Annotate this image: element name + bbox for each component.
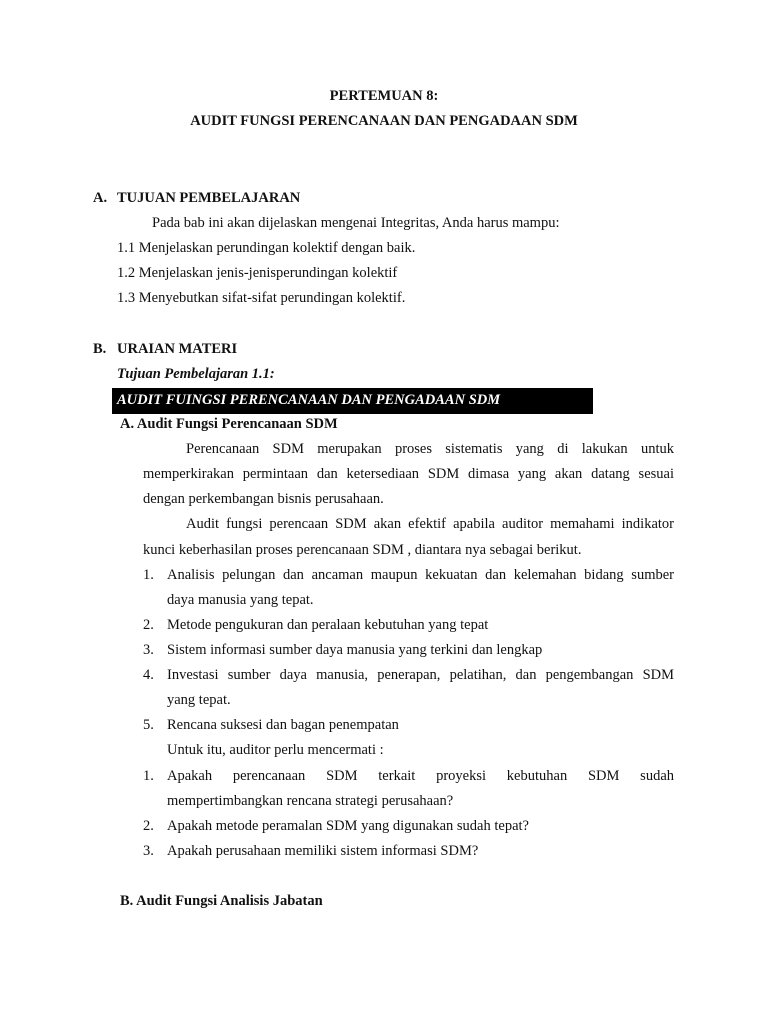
- objective-item-3: 1.3 Menyebutkan sifat-sifat perundingan kolektif.: [117, 290, 406, 306]
- document-title-line1: PERTEMUAN 8:: [329, 88, 439, 104]
- list2-item-3-text: Apakah perusahaan memiliki sistem informasi SDM?: [167, 843, 479, 859]
- list1-item-1-line-1: Analisis pelungan dan ancaman maupun kekuatan dan kelemahan bidang sumber: [167, 567, 674, 583]
- subsection-b-title: B. Audit Fungsi Analisis Jabatan: [120, 893, 323, 909]
- paragraph-2-line-1: Audit fungsi perencaan SDM akan efektif apabila auditor memahami indikator: [186, 516, 674, 532]
- subsection-a-title: A. Audit Fungsi Perencanaan SDM: [120, 416, 338, 432]
- list2-item-3-number: 3.: [143, 843, 154, 859]
- list2-item-1-line-1: Apakah perencanaan SDM terkait proyeksi kebutuhan SDM sudah: [167, 768, 674, 784]
- list1-item-4-line-2: yang tepat.: [167, 692, 231, 708]
- section-a-heading: TUJUAN PEMBELAJARAN: [117, 190, 301, 206]
- list1-item-4-line-1: Investasi sumber daya manusia, penerapan, pelatihan, dan pengembangan SDM: [167, 667, 674, 683]
- section-b-letter: B.: [93, 341, 107, 357]
- paragraph-1-line-2: memperkirakan permintaan dan ketersediaan SDM dimasa yang akan datang sesuai: [143, 466, 674, 482]
- auditor-note: Untuk itu, auditor perlu mencermati :: [167, 742, 384, 758]
- list1-item-1-number: 1.: [143, 567, 154, 583]
- list1-item-4-number: 4.: [143, 667, 154, 683]
- document-title-line2: AUDIT FUNGSI PERENCANAAN DAN PENGADAAN SDM: [190, 113, 578, 129]
- list1-item-3-number: 3.: [143, 642, 154, 658]
- list1-item-3-text: Sistem informasi sumber daya manusia yang terkini dan lengkap: [167, 642, 543, 658]
- section-a-letter: A.: [93, 190, 108, 206]
- topic-banner-text: AUDIT FUINGSI PERENCANAAN DAN PENGADAAN SDM: [117, 392, 501, 408]
- learning-objective-label: Tujuan Pembelajaran 1.1:: [117, 366, 275, 382]
- topic-banner: [112, 388, 593, 414]
- list2-item-1-number: 1.: [143, 768, 154, 784]
- paragraph-2-line-2: kunci keberhasilan proses perencanaan SDM , diantara nya sebagai berikut.: [143, 542, 582, 558]
- list2-item-2-number: 2.: [143, 818, 154, 834]
- list2-item-2-text: Apakah metode peramalan SDM yang digunakan sudah tepat?: [167, 818, 529, 834]
- paragraph-1-line-3: dengan perkembangan bisnis perusahaan.: [143, 491, 384, 507]
- section-a-intro: Pada bab ini akan dijelaskan mengenai Integritas, Anda harus mampu:: [152, 215, 560, 231]
- section-b-heading: URAIAN MATERI: [117, 341, 238, 357]
- list2-item-1-line-2: mempertimbangkan rencana strategi perusahaan?: [167, 793, 454, 809]
- list1-item-1-line-2: daya manusia yang tepat.: [167, 592, 314, 608]
- paragraph-1-line-1: Perencanaan SDM merupakan proses sistematis yang di lakukan untuk: [186, 441, 674, 457]
- list1-item-2-text: Metode pengukuran dan peralaan kebutuhan yang tepat: [167, 617, 489, 633]
- list1-item-5-text: Rencana suksesi dan bagan penempatan: [167, 717, 399, 733]
- list1-item-5-number: 5.: [143, 717, 154, 733]
- objective-item-2: 1.2 Menjelaskan jenis-jenisperundingan kolektif: [117, 265, 398, 281]
- objective-item-1: 1.1 Menjelaskan perundingan kolektif dengan baik.: [117, 240, 416, 256]
- list1-item-2-number: 2.: [143, 617, 154, 633]
